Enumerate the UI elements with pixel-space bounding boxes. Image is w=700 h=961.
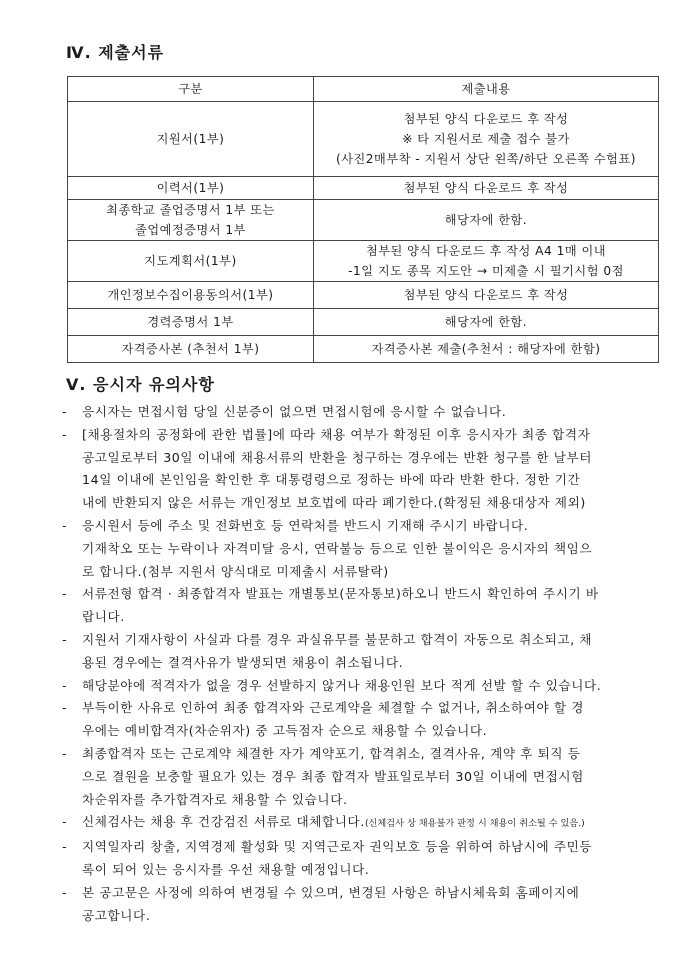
row-content-line: ※ 타 지원서로 제출 접수 불가	[402, 132, 570, 146]
list-item	[62, 882, 662, 928]
row-label	[68, 200, 314, 241]
row-label	[68, 241, 314, 282]
note-line: 랍니다.	[82, 609, 125, 625]
header-category: 구분	[68, 77, 314, 102]
list-item	[62, 629, 662, 675]
row-content-line: 해당자에 한함.	[444, 315, 528, 329]
row-label-line: 경력증명서 1부	[147, 315, 234, 329]
note-line: 부득이한 사유로 인하여 최종 합격자와 근로계약을 체결할 수 없거나, 취소하여야 할 경	[82, 700, 585, 716]
list-item	[62, 675, 662, 698]
row-label-line: 이력서(1부)	[156, 181, 225, 195]
row-label-line: 개인정보수집이용동의서(1부)	[107, 288, 274, 302]
row-content	[314, 336, 659, 363]
note-line: 로 합니다.(첨부 지원서 양식대로 미제출시 서류탈락)	[82, 563, 389, 579]
bullet-dash: -	[62, 517, 68, 533]
note-line: 해당분야에 적격자가 없을 경우 선발하지 않거나 채용인원 보다 적게 선발 할 수 있습니다.	[82, 677, 602, 693]
section-title-documents: Ⅳ. 제출서류	[66, 43, 165, 62]
note-line: 록이 되어 있는 응시자를 우선 채용할 예정입니다.	[82, 861, 370, 877]
table-row	[68, 336, 659, 363]
note-line: 서류전형 합격 · 최종합격자 발표는 개별통보(문자통보)하오니 반드시 확인하여 주시기 바	[82, 586, 599, 602]
bullet-dash: -	[62, 814, 68, 830]
list-item	[62, 583, 662, 629]
note-line: 응시원서 등에 주소 및 전화번호 등 연락처를 반드시 기재해 주시기 바랍니다.	[82, 517, 529, 533]
note-line: 기재착오 또는 누락이나 자격미달 응시, 연락불능 등으로 인한 불이익은 응시자의 책임으	[82, 540, 593, 556]
row-label-line: 자격증사본 (추천서 1부)	[121, 342, 260, 356]
list-item	[62, 811, 662, 836]
note-line: 공고일로부터 30일 이내에 채용서류의 반환을 청구하는 경우에는 반환 청구를 한 날부터	[82, 449, 593, 465]
row-content	[314, 309, 659, 336]
row-content	[314, 200, 659, 241]
row-label-line: 지원서(1부)	[156, 132, 225, 146]
row-label	[68, 102, 314, 177]
note-line: [채용절차의 공정화에 관한 법률]에 따라 채용 여부가 확정된 이후 응시자가 최종 합격자	[82, 426, 591, 442]
bullet-dash: -	[62, 677, 68, 693]
row-label	[68, 336, 314, 363]
note-line: 본 공고문은 사정에 의하여 변경될 수 있으며, 변경된 사항은 하남시체육회 홈페이지에	[82, 884, 580, 900]
note-line: 차순위자를 추가합격자로 채용할 수 있습니다.	[82, 791, 348, 807]
list-item	[62, 697, 662, 743]
section-title-notes: Ⅴ. 응시자 유의사항	[66, 375, 215, 394]
notes-list	[62, 401, 662, 927]
row-label	[68, 309, 314, 336]
row-label	[68, 177, 314, 200]
bullet-dash: -	[62, 745, 68, 761]
row-content-line: -1일 지도 종목 지도안 → 미제출 시 필기시험 0점	[348, 264, 624, 278]
note-line: 지원서 기재사항이 사실과 다를 경우 과실유무를 불문하고 합격이 자동으로 취소되고, 채	[82, 631, 593, 647]
list-item	[62, 515, 662, 583]
bullet-dash: -	[62, 700, 68, 716]
row-label-line: 최종학교 졸업증명서 1부 또는	[106, 203, 275, 217]
table-header-row	[68, 77, 659, 102]
row-content	[314, 241, 659, 282]
table-row	[68, 282, 659, 309]
note-line: 용된 경우에는 결격사유가 발생되면 채용이 취소됩니다.	[82, 654, 404, 670]
bullet-dash: -	[62, 586, 68, 602]
row-content-line: 해당자에 한함.	[444, 213, 528, 227]
list-item	[62, 743, 662, 811]
note-line: 내에 반환되지 않은 서류는 개인정보 보호법에 따라 폐기한다.(확정된 채용대상자 제외)	[82, 495, 586, 511]
bullet-dash: -	[62, 404, 68, 419]
header-content: 제출내용	[314, 77, 659, 102]
note-line: 공고합니다.	[82, 907, 151, 923]
bullet-dash: -	[62, 426, 68, 442]
documents-table	[67, 76, 659, 363]
row-content-line: 자격증사본 제출(추천서 : 해당자에 한함)	[371, 342, 601, 356]
table-row	[68, 309, 659, 336]
table-row	[68, 177, 659, 200]
row-content-line: 첨부된 양식 다운로드 후 작성	[403, 181, 569, 195]
note-small-text: (신체검사 상 채용불가 판정 시 채용이 취소될 수 있음.)	[364, 818, 585, 830]
row-label-line: 지도계획서(1부)	[144, 254, 237, 268]
row-content-line: 첨부된 양식 다운로드 후 작성 A4 1매 이내	[365, 244, 607, 258]
note-line: 우에는 예비합격자(차순위자) 중 고득점자 순으로 채용할 수 있습니다.	[82, 723, 488, 739]
note-line: 으로 결원을 보충할 필요가 있는 경우 최종 합격자 발표일로부터 30일 이내에 면접시험	[82, 768, 584, 784]
row-content-line: (사진2매부착 - 지원서 상단 왼쪽/하단 오른쪽 수험표)	[336, 152, 636, 166]
list-item	[62, 424, 662, 515]
row-content	[314, 282, 659, 309]
table-row	[68, 102, 659, 177]
row-label-line: 졸업예정증명서 1부	[135, 223, 246, 237]
bullet-dash: -	[62, 839, 68, 855]
note-text: 신체검사는 채용 후 건강검진 서류로 대체합니다.	[82, 814, 365, 830]
row-content	[314, 102, 659, 177]
row-content	[314, 177, 659, 200]
list-item	[62, 401, 662, 424]
note-line	[82, 811, 662, 836]
bullet-dash: -	[62, 884, 68, 900]
row-content-line: 첨부된 양식 다운로드 후 작성	[403, 112, 569, 126]
table-row	[68, 241, 659, 282]
list-item	[62, 836, 662, 882]
row-content-line: 첨부된 양식 다운로드 후 작성	[403, 288, 569, 302]
note-line: 지역일자리 창출, 지역경제 활성화 및 지역근로자 권익보호 등을 위하여 하남시에 주민등	[82, 839, 593, 855]
bullet-dash: -	[62, 631, 68, 647]
note-line: 14일 이내에 본인임을 확인한 후 대통령령으로 정하는 바에 따라 반환 한다. 정한 기간	[82, 472, 581, 488]
row-label	[68, 282, 314, 309]
table-row	[68, 200, 659, 241]
note-line: 최종합격자 또는 근로계약 체결한 자가 계약포기, 합격취소, 결격사유, 계약 후 퇴직 등	[82, 745, 581, 761]
note-line: 응시자는 면접시험 당일 신분증이 없으면 면접시험에 응시할 수 없습니다.	[82, 404, 507, 419]
